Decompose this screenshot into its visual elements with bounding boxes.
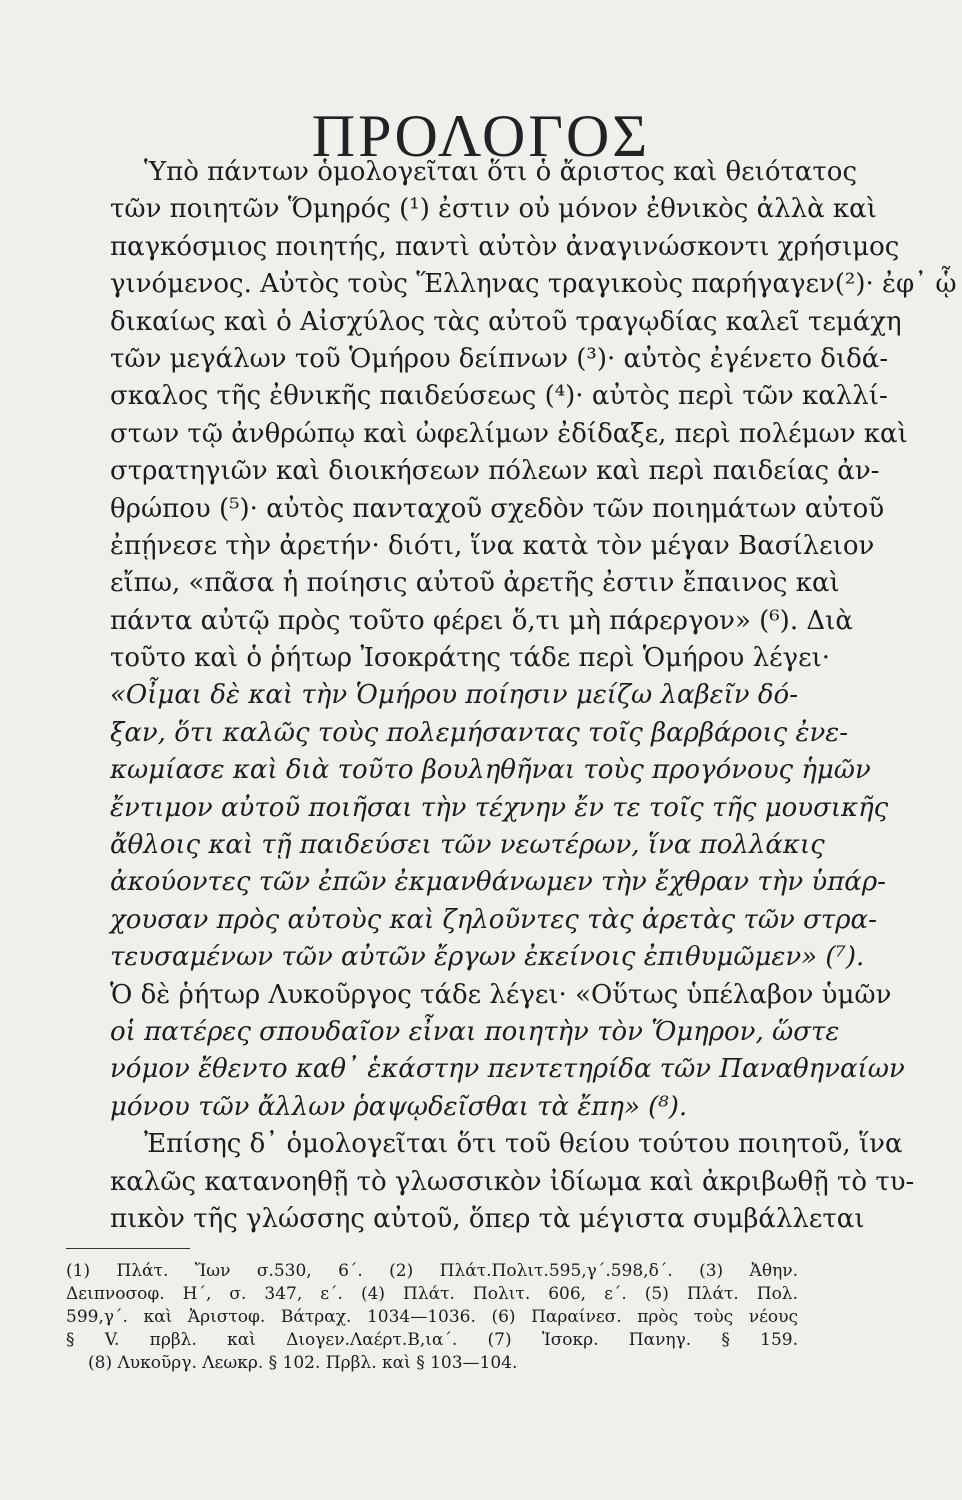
text-line: ἀκούοντες τῶν ἐπῶν ἐκμανθάνωμεν τὴν ἔχθραν τὴν ὑπάρ- [110, 867, 886, 898]
text-line: Ὑπὸ πάντων ὁμολογεῖται ὅτι ὁ ἄριστος καὶ θειότατος [144, 157, 858, 187]
text-line: στων τῷ ἀνθρώπῳ καὶ ὠφελίμων ἐδίδαξε, περὶ πολέμων καὶ [110, 418, 908, 449]
footnotes [66, 1260, 798, 1375]
text-line: «Οἶμαι δὲ καὶ τὴν Ὁμήρου ποίησιν μείζω λαβεῖν δό- [110, 680, 798, 711]
text-line: τευσαμένων τῶν αὐτῶν ἔργων ἐκείνοις ἐπιθυμῶμεν» (⁷). [110, 942, 865, 973]
text-line: μόνου τῶν ἄλλων ῥαψῳδεῖσθαι τὰ ἔπη» (⁸). [110, 1091, 688, 1122]
text-line: κωμίασε καὶ διὰ τοῦτο βουληθῆναι τοὺς προγόνους ἡμῶν [110, 755, 871, 786]
footnote-line: Δειπνοσοφ. Η΄, σ. 347, ε΄. (4) Πλάτ. Πολιτ. 606, ε΄. (5) Πλάτ. Πολ. [66, 1284, 798, 1304]
text-line: Ὁ δὲ ῥήτωρ Λυκοῦργος τάδε λέγει· «Οὕτως ὑπέλαβον ὑμῶν [110, 979, 892, 1010]
footnote-line: (1) Πλάτ. Ἴων σ.530, 6΄. (2) Πλάτ.Πολιτ.595,γ΄.598,δ΄. (3) Ἀθην. [66, 1261, 798, 1281]
body-text [110, 154, 957, 1238]
text-line: ξαν, ὅτι καλῶς τοὺς πολεμήσαντας τοῖς βαρβάροις ἐνε- [110, 717, 848, 748]
text-line: πικὸν τῆς γλώσσης αὐτοῦ, ὅπερ τὰ μέγιστα συμβάλλεται [110, 1203, 865, 1234]
text-line: τοῦτο καὶ ὁ ῥήτωρ Ἰσοκράτης τάδε περὶ Ὁμήρου λέγει· [110, 643, 831, 674]
text-line: γινόμενος. Αὐτὸς τοὺς Ἕλληνας τραγικοὺς παρήγαγεν(²)· ἐφ᾽ ᾧ [110, 269, 957, 300]
footnote-line: (8) Λυκοῦργ. Λεωκρ. § 102. Πρβλ. καὶ § 103—104. [88, 1353, 518, 1373]
text-line: ἔντιμον αὐτοῦ ποιῆσαι τὴν τέχνην ἔν τε τοῖς τῆς μουσικῆς [110, 792, 889, 823]
text-line: τῶν μεγάλων τοῦ Ὁμήρου δείπνων (³)· αὐτὸς ἐγένετο διδά- [110, 343, 889, 374]
text-line: καλῶς κατανοηθῇ τὸ γλωσσικὸν ἰδίωμα καὶ ἀκριβωθῇ τὸ τυ- [110, 1166, 915, 1197]
text-line: Ἐπίσης δ᾽ ὁμολογεῖται ὅτι τοῦ θείου τούτου ποιητοῦ, ἵνα [144, 1129, 903, 1160]
text-line: τῶν ποιητῶν Ὅμηρός (¹) ἐστιν οὐ μόνον ἐθνικὸς ἀλλὰ καὶ [110, 194, 877, 225]
text-line: σκαλος τῆς ἐθνικῆς παιδεύσεως (⁴)· αὐτὸς περὶ τῶν καλλί- [110, 381, 888, 412]
footnote-line: § V. πρβλ. καὶ Διογεν.Λαέρτ.Β,ια΄. (7) Ἰσοκρ. Πανηγ. § 159. [66, 1330, 798, 1350]
text-line: δικαίως καὶ ὁ Αἰσχύλος τὰς αὐτοῦ τραγῳδίας καλεῖ τεμάχη [110, 306, 902, 337]
text-line: ἐπῄνεσε τὴν ἀρετήν· διότι, ἵνα κατὰ τὸν μέγαν Βασίλειον [110, 530, 875, 561]
text-line: θρώπου (⁵)· αὐτὸς πανταχοῦ σχεδὸν τῶν ποιημάτων αὐτοῦ [110, 493, 885, 524]
text-line: παγκόσμιος ποιητής, παντὶ αὐτὸν ἀναγινώσκοντι χρήσιμος [110, 231, 900, 262]
page-title: ΠΡΟΛΟΓΟΣ [311, 103, 651, 170]
text-line: εἴπω, «πᾶσα ἡ ποίησις αὐτοῦ ἀρετῆς ἐστιν ἔπαινος καὶ [110, 568, 840, 599]
text-line: νόμον ἔθεντο καθ᾽ ἑκάστην πεντετηρίδα τῶν Παναθηναίων [110, 1054, 905, 1085]
text-line: στρατηγιῶν καὶ διοικήσεων πόλεων καὶ περὶ παιδείας ἀν- [110, 456, 880, 487]
footnote-divider [66, 1248, 190, 1249]
text-line: πάντα αὐτῷ πρὸς τοῦτο φέρει ὅ,τι μὴ πάρεργον» (⁶). Διὰ [110, 605, 853, 636]
text-line: ἄθλοις καὶ τῇ παιδεύσει τῶν νεωτέρων, ἵνα πολλάκις [110, 830, 825, 861]
footnote-line: 599,γ΄. καὶ Ἀριστοφ. Βάτραχ. 1034—1036. (6) Παραίνεσ. πρὸς τοὺς νέους [66, 1307, 798, 1327]
text-line: χουσαν πρὸς αὐτοὺς καὶ ζηλοῦντες τὰς ἀρετὰς τῶν στρα- [110, 904, 877, 935]
text-line: οἱ πατέρες σπουδαῖον εἶναι ποιητὴν τὸν Ὅμηρον, ὥστε [110, 1016, 840, 1047]
